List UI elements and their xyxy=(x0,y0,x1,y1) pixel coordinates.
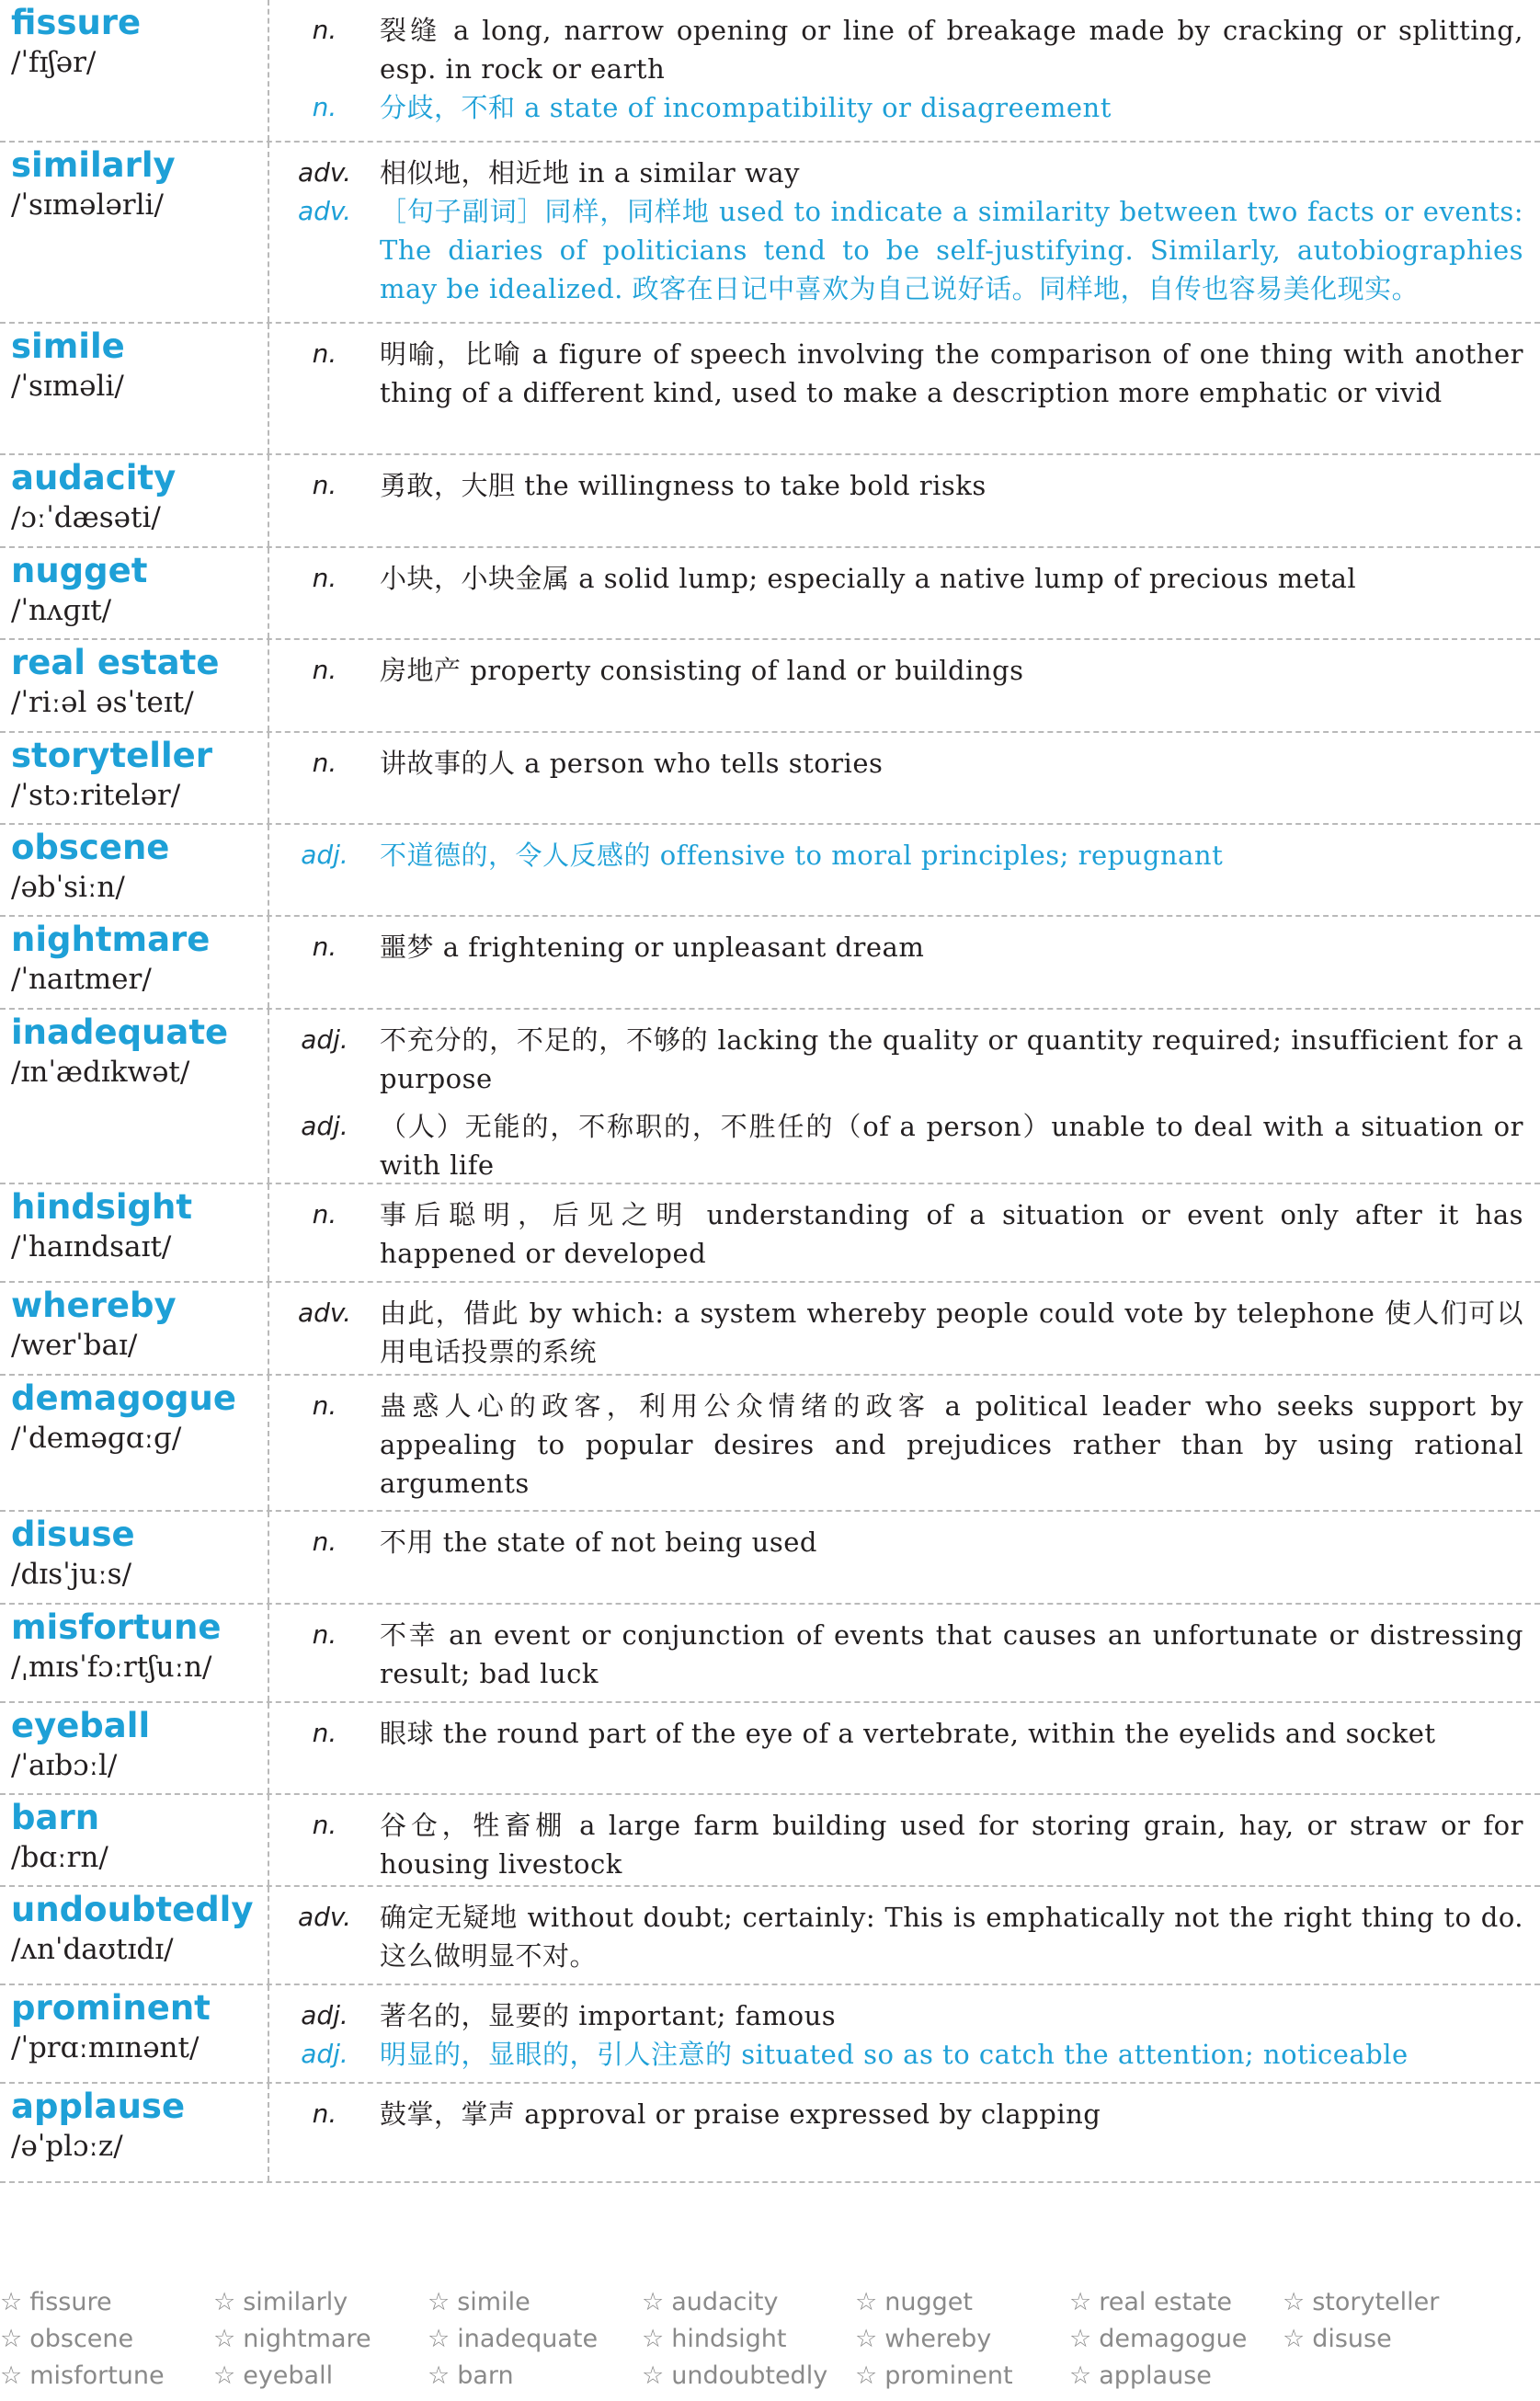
sense xyxy=(269,466,1523,505)
definition-text: 勇敢，大胆 the willingness to take bold risks xyxy=(380,470,987,501)
part-of-speech: n. xyxy=(312,92,337,122)
part-of-speech: n. xyxy=(312,15,337,45)
index-item xyxy=(1283,2287,1439,2318)
star-icon: ☆ xyxy=(855,2288,878,2316)
index-word: hindsight xyxy=(671,2325,787,2353)
entry xyxy=(0,640,1540,733)
definition-text: 确定无疑地 without doubt; certainly: This is emphatically not the right thing to do. 这么做明显不对。 xyxy=(380,1902,1523,1972)
index-item xyxy=(1283,2324,1392,2355)
headword-column xyxy=(0,1184,269,1281)
index-item xyxy=(0,2324,133,2355)
index-word: whereby xyxy=(884,2325,992,2353)
index-word: obscene xyxy=(29,2325,134,2353)
index-word: eyeball xyxy=(243,2361,334,2390)
entry xyxy=(0,1512,1540,1605)
headword-column xyxy=(0,733,269,823)
entry xyxy=(0,1376,1540,1512)
sense xyxy=(269,335,1523,412)
part-of-speech: n. xyxy=(312,1390,337,1421)
index-item xyxy=(855,2361,1013,2392)
entry xyxy=(0,1795,1540,1887)
phonetic: /ˈstɔːritelər/ xyxy=(11,779,181,812)
definition-column xyxy=(269,825,1540,915)
index-item xyxy=(428,2287,530,2318)
star-icon: ☆ xyxy=(213,2325,236,2353)
phonetic: /ˈaɪbɔːl/ xyxy=(11,1749,118,1782)
headword: similarly xyxy=(11,145,176,185)
entry xyxy=(0,2084,1540,2183)
definition-text: 蛊惑人心的政客，利用公众情绪的政客 a political leader who seeks support by appealing to popular desires and prejudices rather than by using rational arguments xyxy=(380,1390,1523,1499)
part-of-speech: adv. xyxy=(297,1298,352,1328)
part-of-speech: adj. xyxy=(301,2039,348,2069)
star-icon: ☆ xyxy=(1283,2288,1306,2316)
definition-text: 小块，小块金属 a solid lump; especially a native lump of precious metal xyxy=(380,563,1357,594)
index-word: fissure xyxy=(29,2288,112,2316)
phonetic: /ʌnˈdaʊtɪdɪ/ xyxy=(11,1933,174,1966)
sense xyxy=(269,1387,1523,1503)
headword: disuse xyxy=(11,1515,135,1554)
part-of-speech: adv. xyxy=(297,157,352,188)
headword-column xyxy=(0,1283,269,1374)
headword-column xyxy=(0,1795,269,1885)
sense xyxy=(269,1898,1523,1975)
phonetic: /werˈbaɪ/ xyxy=(11,1329,138,1362)
phonetic: /ˈfɪʃər/ xyxy=(11,46,97,79)
definition-column xyxy=(269,1010,1540,1183)
sense xyxy=(269,744,1523,783)
sense xyxy=(269,88,1523,127)
definition-column xyxy=(269,1376,1540,1510)
sense xyxy=(269,2035,1523,2074)
definition-column xyxy=(269,143,1540,322)
sense xyxy=(269,1294,1523,1371)
definition-column xyxy=(269,455,1540,546)
headword-column xyxy=(0,324,269,453)
headword-column xyxy=(0,1010,269,1183)
headword-column xyxy=(0,1512,269,1603)
sense xyxy=(269,2095,1523,2133)
part-of-speech: n. xyxy=(312,1619,337,1650)
definition-column xyxy=(269,1184,1540,1281)
phonetic: /ˈsɪməli/ xyxy=(11,370,124,403)
definition-text: 不用 the state of not being used xyxy=(380,1526,817,1558)
headword-column xyxy=(0,2084,269,2181)
definition-text: 明喻，比喻 a figure of speech involving the comparison of one thing with another thing of a different kind, used to make a description more emphatic or vivid xyxy=(380,338,1523,408)
phonetic: /ˈnaɪtmer/ xyxy=(11,963,152,996)
part-of-speech: n. xyxy=(312,1526,337,1557)
star-icon: ☆ xyxy=(0,2361,23,2390)
index-word: storyteller xyxy=(1312,2288,1440,2316)
index-item xyxy=(1069,2361,1212,2392)
sense xyxy=(269,1806,1523,1883)
headword: inadequate xyxy=(11,1012,229,1052)
entry xyxy=(0,917,1540,1010)
definition-text: ［句子副词］同样，同样地 used to indicate a similarity between two facts or events: The diaries of politicians tend to be self-justifying. Similarly, autobiographies may be idealized. 政客在日记中喜欢为自己说好话。同样地，自传也容易美化现实。 xyxy=(380,196,1523,304)
entry xyxy=(0,733,1540,825)
definition-column xyxy=(269,1887,1540,1984)
headword: storyteller xyxy=(11,736,212,775)
entry xyxy=(0,825,1540,917)
definition-column xyxy=(269,1605,1540,1701)
index-word: simile xyxy=(457,2288,530,2316)
definition-text: 不幸 an event or conjunction of events that causes an unfortunate or distressing result; bad luck xyxy=(380,1619,1523,1689)
definition-column xyxy=(269,917,1540,1008)
definition-text: 噩梦 a frightening or unpleasant dream xyxy=(380,932,925,963)
sense xyxy=(269,1996,1523,2035)
part-of-speech: n. xyxy=(312,338,337,369)
index-word: inadequate xyxy=(457,2325,599,2353)
entry xyxy=(0,1985,1540,2084)
part-of-speech: n. xyxy=(312,563,337,593)
star-icon: ☆ xyxy=(642,2325,665,2353)
definition-text: 由此，借此 by which: a system whereby people could vote by telephone 使人们可以用电话投票的系统 xyxy=(380,1298,1523,1367)
index-item xyxy=(1069,2324,1247,2355)
headword: hindsight xyxy=(11,1187,193,1227)
definition-text: 明显的，显眼的，引人注意的 situated so as to catch the attention; noticeable xyxy=(380,2039,1409,2070)
headword: simile xyxy=(11,326,125,366)
star-icon: ☆ xyxy=(1069,2361,1092,2390)
part-of-speech: n. xyxy=(312,1199,337,1229)
phonetic: /dɪsˈjuːs/ xyxy=(11,1558,132,1591)
headword: applause xyxy=(11,2087,186,2126)
index-item xyxy=(0,2287,112,2318)
index-item xyxy=(642,2361,827,2392)
headword-column xyxy=(0,825,269,915)
headword: fissure xyxy=(11,3,142,42)
index-word: real estate xyxy=(1099,2288,1232,2316)
sense xyxy=(269,154,1523,192)
definition-text: 不道德的，令人反感的 offensive to moral principles; repugnant xyxy=(380,840,1224,871)
entry xyxy=(0,1010,1540,1184)
part-of-speech: n. xyxy=(312,2098,337,2129)
definition-column xyxy=(269,324,1540,453)
sense xyxy=(269,1107,1523,1184)
definition-text: （人）无能的，不称职的，不胜任的（of a person）unable to deal with a situation or with life xyxy=(380,1111,1523,1181)
headword: misfortune xyxy=(11,1607,222,1647)
definition-text: 分歧，不和 a state of incompatibility or disagreement xyxy=(380,92,1112,123)
part-of-speech: n. xyxy=(312,655,337,685)
phonetic: /ˌmɪsˈfɔːrtʃuːn/ xyxy=(11,1651,212,1684)
index-item xyxy=(855,2324,991,2355)
definition-column xyxy=(269,1795,1540,1885)
index-item xyxy=(213,2324,371,2355)
headword-column xyxy=(0,917,269,1008)
definition-column xyxy=(269,1703,1540,1793)
star-icon: ☆ xyxy=(428,2325,451,2353)
entry xyxy=(0,1283,1540,1376)
star-icon: ☆ xyxy=(642,2361,665,2390)
part-of-speech: n. xyxy=(312,1810,337,1840)
sense xyxy=(269,651,1523,690)
entry xyxy=(0,1703,1540,1795)
headword: obscene xyxy=(11,828,170,867)
definition-column xyxy=(269,1283,1540,1374)
sense xyxy=(269,1523,1523,1561)
definition-text: 著名的，显要的 important; famous xyxy=(380,2000,837,2031)
headword: demagogue xyxy=(11,1378,236,1418)
index-item xyxy=(213,2287,348,2318)
headword-column xyxy=(0,143,269,322)
headword: prominent xyxy=(11,1988,211,2028)
index-word: demagogue xyxy=(1099,2325,1248,2353)
sense xyxy=(269,1714,1523,1753)
definition-column xyxy=(269,1512,1540,1603)
sense xyxy=(269,192,1523,308)
index-item xyxy=(1069,2287,1232,2318)
definition-text: 讲故事的人 a person who tells stories xyxy=(380,748,884,779)
phonetic: /əbˈsiːn/ xyxy=(11,871,125,904)
definition-text: 相似地，相近地 in a similar way xyxy=(380,157,800,189)
index-item xyxy=(213,2361,333,2392)
star-icon: ☆ xyxy=(213,2361,236,2390)
star-icon: ☆ xyxy=(1283,2325,1306,2353)
part-of-speech: adj. xyxy=(301,1024,348,1055)
index-word: applause xyxy=(1099,2361,1212,2390)
definition-text: 裂缝 a long, narrow opening or line of breakage made by cracking or splitting, esp. in rock or earth xyxy=(380,15,1523,85)
headword-column xyxy=(0,640,269,731)
headword: audacity xyxy=(11,458,177,497)
entry xyxy=(0,324,1540,455)
index-word: nightmare xyxy=(243,2325,371,2353)
headword: real estate xyxy=(11,643,220,682)
definition-text: 鼓掌，掌声 approval or praise expressed by clapping xyxy=(380,2098,1101,2130)
entry xyxy=(0,143,1540,324)
index-word: audacity xyxy=(671,2288,779,2316)
sense xyxy=(269,1616,1523,1693)
part-of-speech: adv. xyxy=(297,196,352,226)
index-item xyxy=(855,2287,973,2318)
definition-column xyxy=(269,1985,1540,2082)
sense xyxy=(269,1021,1523,1098)
definition-text: 不充分的，不足的，不够的 lacking the quality or quantity required; insufficient for a purpose xyxy=(380,1024,1523,1094)
index-item xyxy=(642,2324,787,2355)
index-item xyxy=(428,2361,514,2392)
sense xyxy=(269,559,1523,598)
star-icon: ☆ xyxy=(855,2325,878,2353)
definition-column xyxy=(269,733,1540,823)
part-of-speech: adj. xyxy=(301,2000,348,2030)
headword-column xyxy=(0,1605,269,1701)
phonetic: /ˈdeməɡɑːɡ/ xyxy=(11,1422,182,1455)
index-item xyxy=(428,2324,598,2355)
phonetic: /ˈhaɪndsaɪt/ xyxy=(11,1230,172,1263)
definition-column xyxy=(269,548,1540,638)
phonetic: /əˈplɔːz/ xyxy=(11,2130,123,2163)
headword: nugget xyxy=(11,551,148,590)
sense xyxy=(269,1195,1523,1273)
phonetic: /ˈsɪmələrli/ xyxy=(11,189,164,222)
headword: eyeball xyxy=(11,1706,151,1745)
sense xyxy=(269,11,1523,88)
headword: whereby xyxy=(11,1286,177,1325)
star-icon: ☆ xyxy=(855,2361,878,2390)
index-word: undoubtedly xyxy=(671,2361,828,2390)
part-of-speech: adj. xyxy=(301,1111,348,1141)
headword-column xyxy=(0,1887,269,1984)
index-word: prominent xyxy=(884,2361,1013,2390)
definition-text: 事后聪明，后见之明 understanding of a situation or event only after it has happened or developed xyxy=(380,1199,1523,1269)
phonetic: /ˈriːəl əsˈteɪt/ xyxy=(11,686,194,719)
index-word: disuse xyxy=(1312,2325,1392,2353)
index-item xyxy=(0,2361,165,2392)
definition-column xyxy=(269,2084,1540,2181)
sense xyxy=(269,928,1523,966)
entry xyxy=(0,1605,1540,1703)
entry xyxy=(0,1887,1540,1985)
entry xyxy=(0,0,1540,143)
index-item xyxy=(642,2287,778,2318)
headword: barn xyxy=(11,1798,100,1837)
headword-column xyxy=(0,1985,269,2082)
star-icon: ☆ xyxy=(0,2288,23,2316)
definition-text: 谷仓，牲畜棚 a large farm building used for storing grain, hay, or straw or for housing livestock xyxy=(380,1810,1523,1880)
part-of-speech: n. xyxy=(312,748,337,778)
phonetic: /ɔːˈdæsəti/ xyxy=(11,501,161,534)
headword-column xyxy=(0,1703,269,1793)
star-icon: ☆ xyxy=(428,2361,451,2390)
headword-column xyxy=(0,0,269,141)
entry xyxy=(0,455,1540,548)
headword-column xyxy=(0,548,269,638)
part-of-speech: n. xyxy=(312,470,337,500)
star-icon: ☆ xyxy=(213,2288,236,2316)
sense xyxy=(269,836,1523,875)
part-of-speech: adv. xyxy=(297,1902,352,1932)
definition-text: 房地产 property consisting of land or buildings xyxy=(380,655,1024,686)
part-of-speech: adj. xyxy=(301,840,348,870)
star-icon: ☆ xyxy=(1069,2325,1092,2353)
headword: nightmare xyxy=(11,920,211,959)
definition-column xyxy=(269,0,1540,141)
definition-column xyxy=(269,640,1540,731)
star-icon: ☆ xyxy=(428,2288,451,2316)
entry xyxy=(0,1184,1540,1283)
headword-column xyxy=(0,1376,269,1510)
index-word: barn xyxy=(457,2361,514,2390)
phonetic: /ˈprɑːmɪnənt/ xyxy=(11,2031,200,2064)
part-of-speech: n. xyxy=(312,1718,337,1748)
phonetic: /ˈnʌɡɪt/ xyxy=(11,594,112,627)
definition-text: 眼球 the round part of the eye of a vertebrate, within the eyelids and socket xyxy=(380,1718,1436,1749)
index-word: nugget xyxy=(884,2288,973,2316)
part-of-speech: n. xyxy=(312,932,337,962)
entry xyxy=(0,548,1540,640)
phonetic: /bɑːrn/ xyxy=(11,1841,108,1874)
headword-column xyxy=(0,455,269,546)
index-word: similarly xyxy=(243,2288,348,2316)
index-word: misfortune xyxy=(29,2361,165,2390)
headword: undoubtedly xyxy=(11,1890,254,1929)
phonetic: /ɪnˈædɪkwət/ xyxy=(11,1056,190,1089)
star-icon: ☆ xyxy=(1069,2288,1092,2316)
star-icon: ☆ xyxy=(0,2325,23,2353)
star-icon: ☆ xyxy=(642,2288,665,2316)
